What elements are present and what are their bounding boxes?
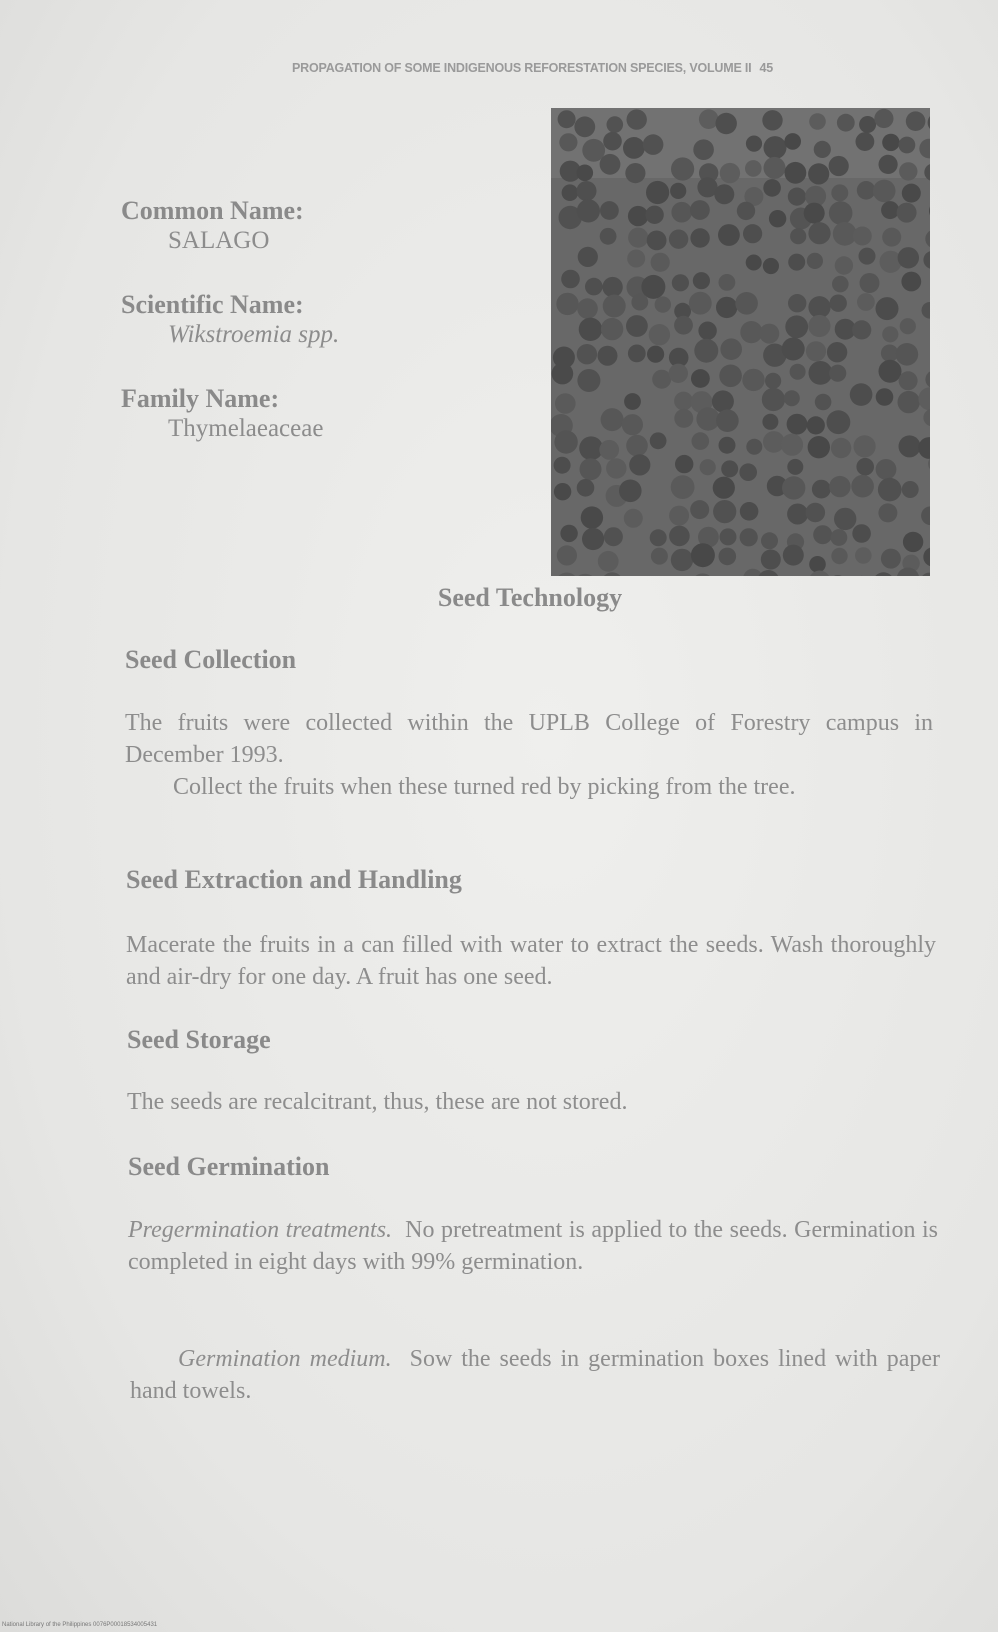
seed [581, 506, 603, 528]
seed [765, 373, 781, 389]
seed [788, 188, 806, 206]
seed-germination-heading: Seed Germination [128, 1152, 330, 1181]
seed [837, 114, 855, 132]
seed [852, 524, 871, 543]
seed [603, 132, 622, 151]
seed [554, 430, 577, 453]
seed [670, 183, 686, 199]
seed [671, 549, 693, 571]
seed [829, 476, 850, 497]
seed-collection-heading: Seed Collection [125, 645, 297, 674]
seed [781, 434, 803, 456]
seed-extraction-text: Macerate the fruits in a can filled with water to extract the seeds. Wash thoroughly and air-dry for one day. A fruit has one seed. [126, 932, 936, 990]
family-name-block [121, 384, 323, 444]
seed [854, 435, 876, 457]
seed [763, 179, 781, 197]
seed [626, 315, 648, 337]
seed [899, 435, 921, 457]
seed [785, 162, 807, 184]
seed [713, 477, 735, 499]
seed [899, 371, 918, 390]
seed [585, 278, 603, 296]
seed [694, 339, 718, 363]
seed [691, 543, 715, 567]
seed [672, 274, 689, 291]
seed [857, 293, 875, 311]
common-name-value: SALAGO [168, 227, 270, 254]
seed [857, 181, 876, 200]
seed [558, 110, 576, 128]
seed [606, 458, 626, 478]
seed [764, 157, 786, 179]
seed [555, 393, 576, 414]
seed [598, 551, 619, 572]
seed [809, 361, 833, 385]
seed [669, 230, 688, 249]
page-number: 45 [759, 61, 773, 75]
seed [852, 320, 871, 339]
seed [675, 455, 693, 473]
seed [598, 346, 618, 366]
seed [669, 526, 690, 547]
seed [901, 272, 921, 292]
seed [714, 184, 734, 204]
seed [554, 457, 571, 474]
seed [784, 133, 801, 150]
seed [761, 550, 781, 570]
seed [624, 393, 641, 410]
seed [689, 292, 712, 315]
seed [746, 439, 762, 455]
seed [561, 270, 580, 289]
seed [831, 529, 848, 546]
seeds-photo-graphic [551, 108, 930, 576]
seed [827, 342, 847, 362]
seed [882, 134, 899, 151]
seed [746, 136, 762, 152]
seed [674, 316, 693, 335]
seed [902, 184, 921, 203]
common-name-block [121, 196, 304, 256]
seed [812, 480, 831, 499]
seed [740, 502, 759, 521]
seed [712, 390, 734, 412]
seed [577, 369, 600, 392]
seed [556, 293, 578, 315]
seed [577, 479, 595, 497]
seed [784, 390, 800, 406]
seed [600, 228, 617, 245]
seed [831, 548, 847, 564]
seed [691, 369, 710, 388]
seed [903, 532, 923, 552]
seed [737, 202, 755, 220]
seed [650, 529, 667, 546]
seed [721, 460, 738, 477]
seed [669, 364, 688, 383]
seed [764, 136, 787, 159]
seed [740, 528, 758, 546]
seed [624, 509, 643, 528]
seed [582, 528, 604, 550]
seed [628, 228, 648, 248]
seed [856, 458, 874, 476]
seed [641, 275, 665, 299]
seed [859, 248, 876, 265]
seed [831, 184, 848, 201]
seed [898, 391, 920, 413]
seed [831, 438, 851, 458]
seed [878, 478, 902, 502]
seed [716, 113, 737, 134]
seed [619, 480, 642, 503]
seed [900, 318, 916, 334]
seed [554, 483, 571, 500]
seed [899, 162, 917, 180]
germination-medium-text [130, 1343, 940, 1407]
seed [850, 383, 873, 406]
seed [873, 180, 896, 203]
seed [577, 165, 594, 182]
seed [577, 298, 598, 319]
pregermination-body: No pretreatment is applied to the seeds. Germination is completed in eight days with 99% germination. [128, 1217, 939, 1275]
seed [651, 253, 670, 272]
seed [718, 224, 740, 246]
seed [716, 409, 739, 432]
seed [833, 222, 857, 246]
scientific-name-block [121, 290, 339, 350]
seed [782, 338, 805, 361]
seed-storage-text: The seeds are recalcitrant, thus, these are not stored. [127, 1089, 628, 1115]
seed [740, 321, 762, 343]
seed [860, 273, 880, 293]
seed [787, 459, 803, 475]
seed [782, 476, 805, 499]
seed [739, 463, 757, 481]
seed [652, 370, 671, 389]
seed [881, 549, 901, 569]
seed [692, 432, 710, 450]
seed [882, 326, 898, 342]
seed [806, 341, 826, 361]
seed [647, 231, 667, 251]
running-header [292, 61, 932, 75]
seed [671, 157, 694, 180]
seed [559, 133, 577, 151]
seed [808, 163, 829, 184]
seed [783, 545, 804, 566]
seed [719, 548, 737, 566]
seed [650, 432, 667, 449]
seeds-photo [551, 108, 930, 576]
seed [896, 343, 919, 366]
seed [763, 258, 779, 274]
seed [629, 454, 650, 475]
seed [719, 274, 736, 291]
seed-extraction-heading: Seed Extraction and Handling [126, 865, 462, 894]
seed [580, 458, 602, 480]
seed [735, 292, 758, 315]
seed [787, 504, 808, 525]
seed [577, 181, 597, 201]
seed [631, 294, 648, 311]
seed [902, 481, 919, 498]
seed [745, 160, 762, 177]
seed [787, 414, 808, 435]
seed [603, 295, 626, 318]
seed [720, 163, 740, 183]
seed [804, 203, 825, 224]
seed [674, 409, 693, 428]
seed [720, 528, 737, 545]
scan-credit: National Library of the Philippines 0076P00018534005431 [2, 1622, 158, 1628]
seed [651, 548, 668, 565]
seed [577, 344, 597, 364]
seed [578, 247, 598, 267]
seed [625, 163, 645, 183]
seed [742, 369, 764, 391]
seed [853, 227, 872, 246]
seed [671, 202, 692, 223]
seed [557, 545, 577, 565]
seed [807, 416, 825, 434]
scientific-name-value: Wikstroemia spp. [168, 321, 340, 348]
seed [562, 184, 579, 201]
seed [719, 365, 742, 388]
seed [785, 315, 808, 338]
pregermination-label: Pregermination treatments. [128, 1217, 393, 1243]
seed [879, 360, 902, 383]
seed [699, 109, 719, 129]
seed [574, 116, 595, 137]
seed [628, 206, 648, 226]
seed [622, 414, 643, 435]
seed [808, 222, 830, 244]
family-name-label: Family Name: [121, 384, 280, 413]
seed [759, 324, 779, 344]
seed [674, 392, 693, 411]
seed-storage-heading: Seed Storage [127, 1025, 271, 1054]
seed [552, 363, 574, 385]
seed-collection-para-2: Collect the fruits when these turned red by picking from the tree. [173, 774, 796, 800]
seed [807, 253, 823, 269]
seed [716, 297, 737, 318]
seed [698, 322, 716, 340]
seed [604, 527, 623, 546]
seed [814, 141, 831, 158]
seed [628, 345, 646, 363]
seed [790, 364, 806, 380]
seed [669, 506, 689, 526]
seed [649, 324, 670, 345]
seed [830, 295, 847, 312]
seed [899, 137, 916, 154]
germination-medium-body: Sow the seeds in germination boxes lined with paper hand towels. [130, 1346, 940, 1404]
seed [809, 113, 826, 130]
seed [809, 556, 826, 573]
seed [719, 437, 736, 454]
seed [829, 365, 846, 382]
seed [762, 388, 785, 411]
seed [829, 201, 853, 225]
seed [859, 116, 876, 133]
seed [829, 156, 849, 176]
seed [876, 459, 897, 480]
seed [881, 201, 899, 219]
seed [769, 210, 786, 227]
seed [746, 255, 762, 271]
seed [898, 247, 919, 268]
seed [602, 277, 622, 297]
seed [690, 500, 709, 519]
seed [627, 109, 647, 129]
seed [879, 155, 898, 174]
seed-collection-para-1: The fruits were collected within the UPLB College of Forestry campus in December 1993. [125, 710, 933, 768]
seed [577, 199, 600, 222]
common-name-label: Common Name: [121, 196, 304, 225]
seed [655, 296, 671, 312]
seed [645, 206, 663, 224]
germination-medium-label: Germination medium. [178, 1346, 392, 1372]
seed [835, 256, 853, 274]
seed [788, 254, 805, 271]
seed [743, 224, 762, 243]
seed [700, 459, 716, 475]
seed [671, 475, 695, 499]
seed [851, 475, 874, 498]
seed [693, 139, 714, 160]
seed [627, 250, 645, 268]
seed [713, 500, 736, 523]
seed [599, 440, 619, 460]
seed [815, 394, 832, 411]
seed [874, 109, 893, 128]
seed [882, 228, 901, 247]
seed [788, 294, 806, 312]
seed [790, 228, 806, 244]
seed [808, 315, 830, 337]
seed [832, 276, 849, 293]
seed [762, 414, 778, 430]
seed [897, 203, 917, 223]
seed [607, 116, 624, 133]
seed [878, 503, 897, 522]
seed [806, 503, 826, 523]
seed [579, 318, 602, 341]
scientific-name-label: Scientific Name: [121, 290, 304, 319]
family-name-value: Thymelaeaceae [168, 415, 324, 442]
seed [601, 408, 624, 431]
seed [762, 110, 782, 130]
seed [693, 272, 710, 289]
running-header-title: PROPAGATION OF SOME INDIGENOUS REFORESTATION SPECIES, VOLUME II [292, 61, 752, 75]
seed [876, 297, 899, 320]
seed [646, 181, 669, 204]
seed [623, 137, 645, 159]
seed [906, 111, 926, 131]
seed [690, 228, 709, 247]
seed [856, 132, 875, 151]
seed [813, 525, 832, 544]
seed [761, 532, 778, 549]
seed [855, 547, 872, 564]
seed [601, 318, 623, 340]
seed [827, 410, 851, 434]
seed [600, 201, 619, 220]
seed [808, 436, 830, 458]
seed [626, 435, 648, 457]
seed-collection-text [125, 707, 933, 803]
seed-technology-title: Seed Technology [437, 583, 623, 612]
seed [720, 338, 742, 360]
pregermination-text [128, 1214, 938, 1278]
seed [643, 134, 664, 155]
seed [600, 154, 621, 175]
seed [690, 200, 710, 220]
seed [647, 346, 664, 363]
seed [560, 525, 577, 542]
seed [876, 388, 894, 406]
seed [834, 508, 856, 530]
